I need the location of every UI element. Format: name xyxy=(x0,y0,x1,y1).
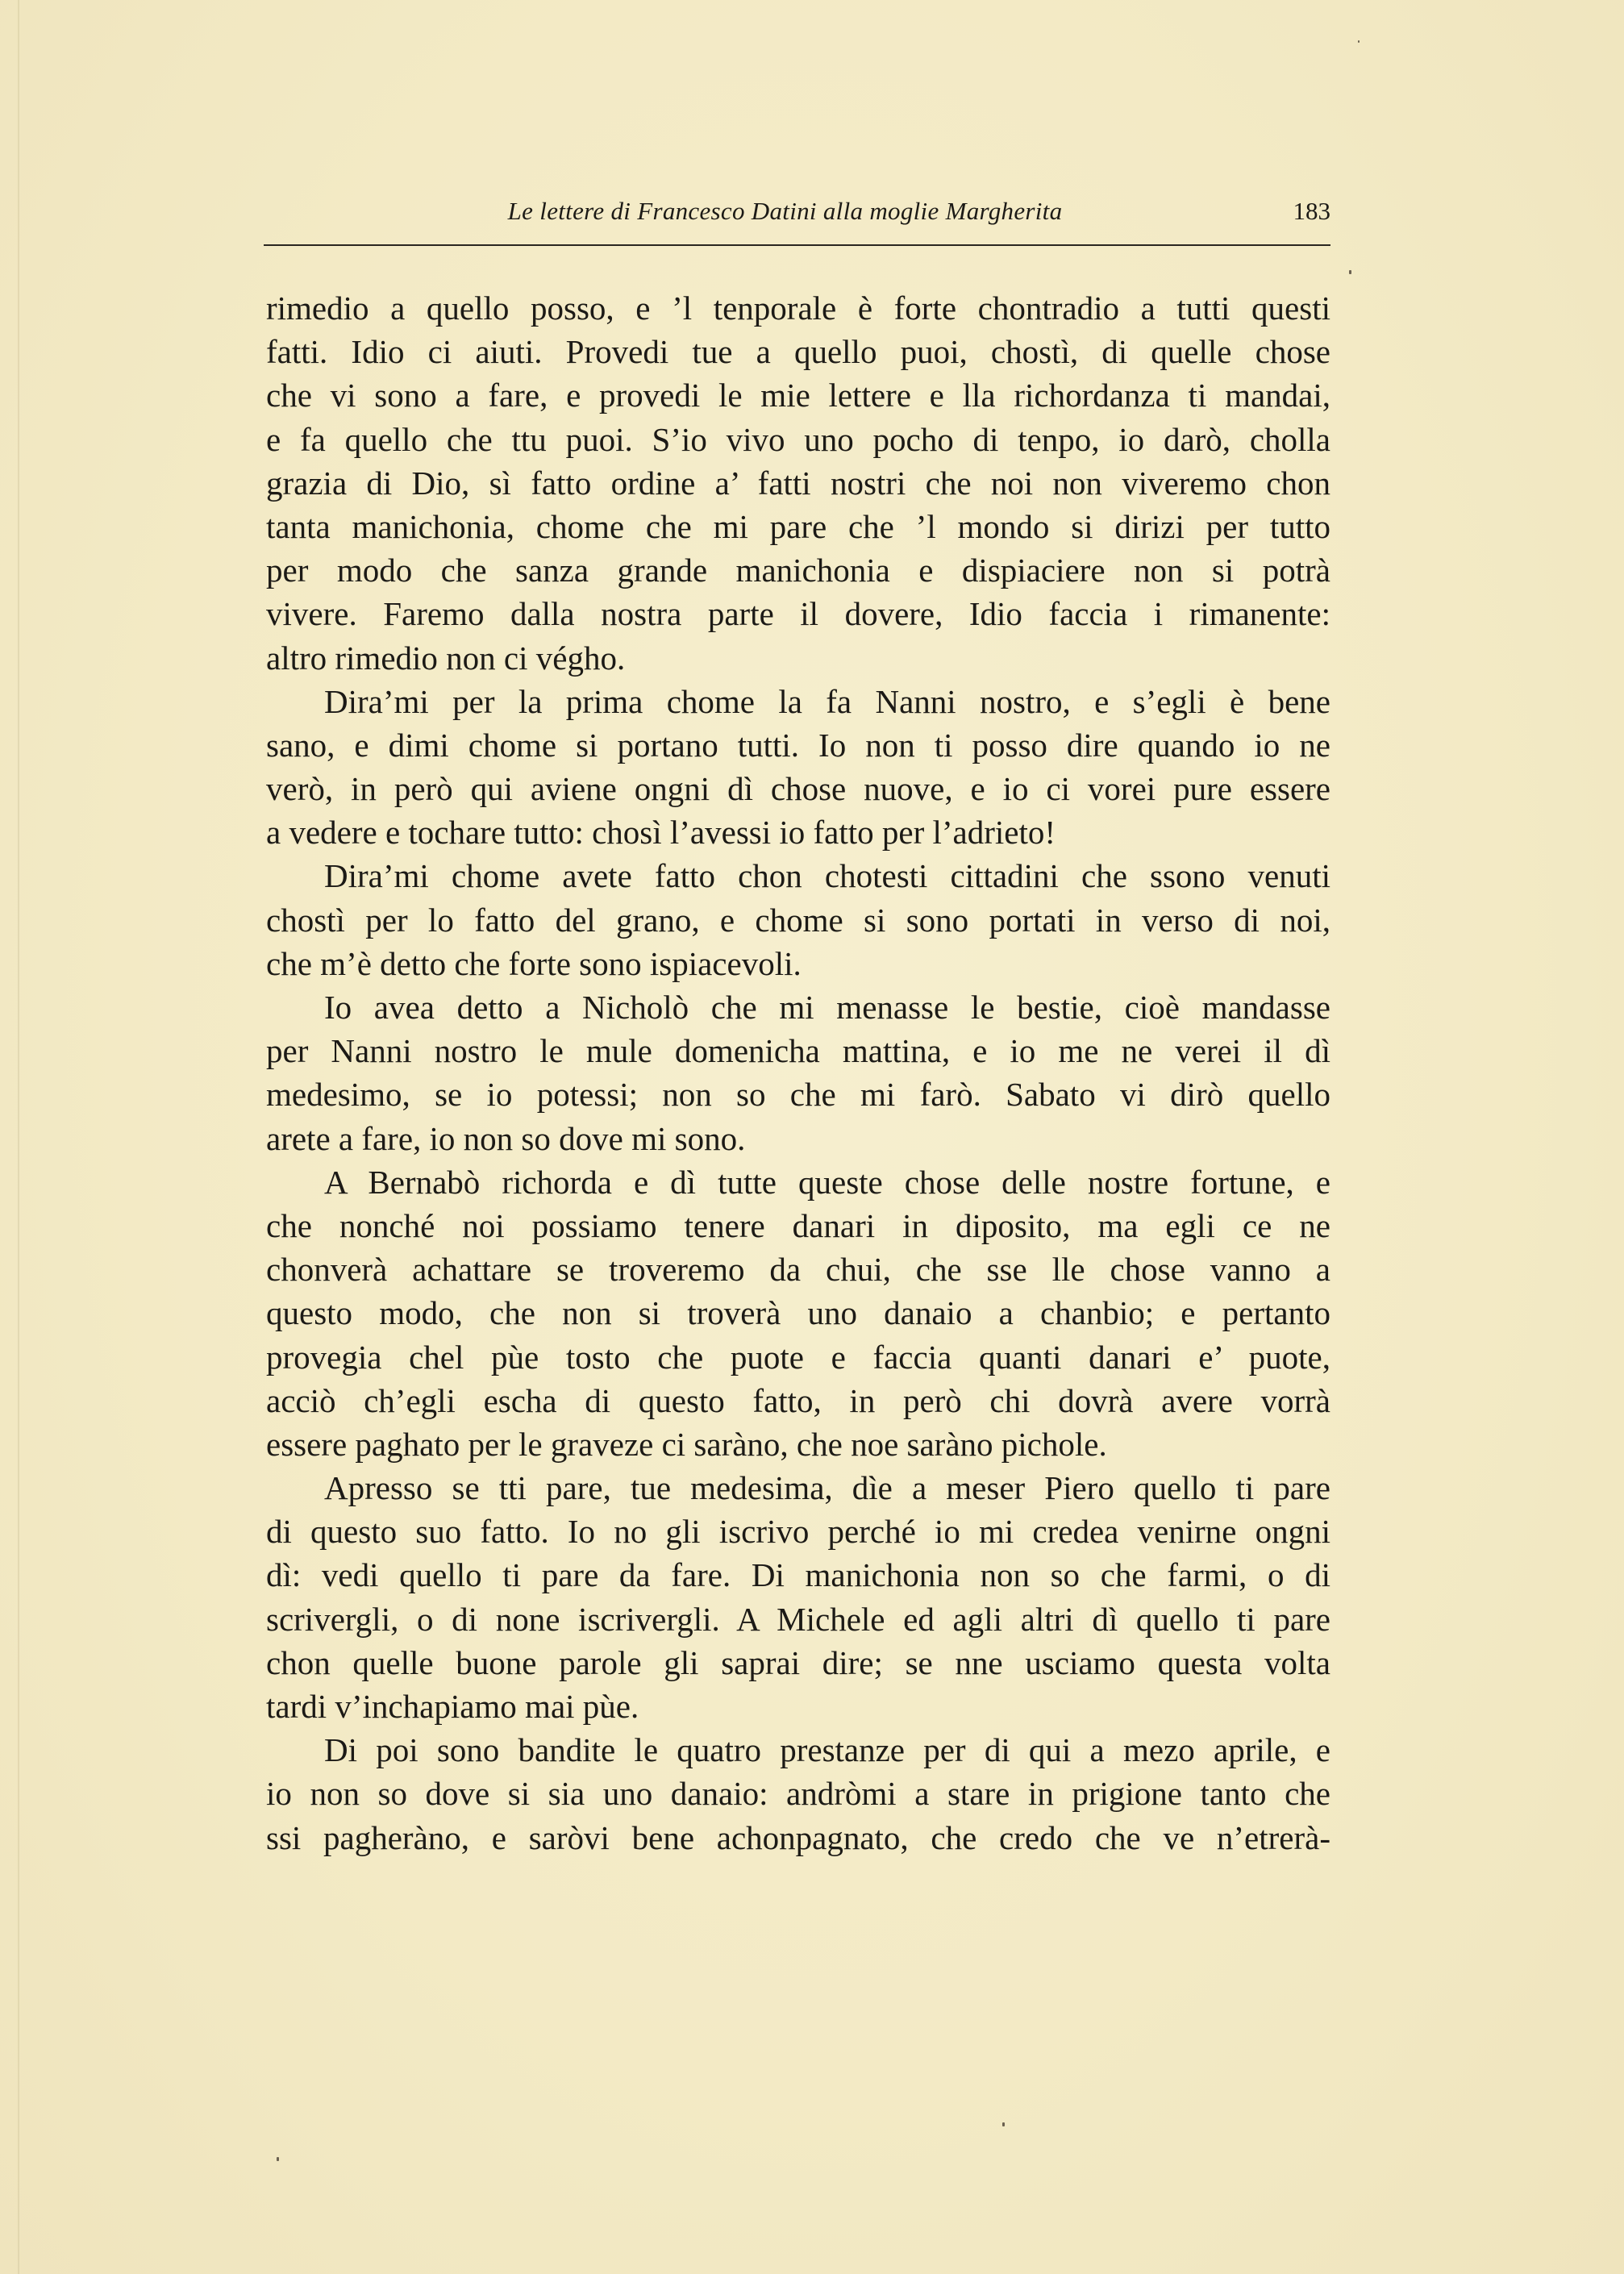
paragraph xyxy=(266,1728,1330,1860)
text-line: grazia di Dio, sì fatto ordine a’ fatti nostri che noi non viveremo chon xyxy=(266,464,1330,502)
text-line: A Bernabò richorda e dì tutte queste chose delle nostre fortune, e xyxy=(324,1163,1330,1201)
paper-speck xyxy=(1349,270,1351,274)
paragraph xyxy=(266,854,1330,985)
text-line: tanta manichonia, chome che mi pare che ’l mondo si dirizi per tutto xyxy=(266,507,1330,545)
text-line: acciò ch’egli escha di questo fatto, in però chi dovrà avere vorrà xyxy=(266,1381,1330,1419)
text-line: Io avea detto a Nicholò che mi menasse le bestie, cioè mandasse xyxy=(324,989,1330,1026)
paragraph xyxy=(266,985,1330,1160)
text-line: dì: vedi quello ti pare da fare. Di manichonia non so che farmi, o di xyxy=(266,1556,1330,1594)
text-line: rimedio a quello posso, e ’l tenporale è forte chontradio a tutti questi xyxy=(266,289,1330,327)
text-line: chostì per lo fatto del grano, e chome si sono portati in verso di noi, xyxy=(266,901,1330,939)
text-line: che m’è detto che forte sono ispiacevoli. xyxy=(266,944,802,982)
text-line: che nonché noi possiamo tenere danari in diposito, ma egli ce ne xyxy=(266,1206,1330,1244)
running-head xyxy=(264,197,1330,237)
text-line: a vedere e tochare tutto: chosì l’avessi io fatto per l’adrieto! xyxy=(266,814,1056,852)
body-text xyxy=(266,286,1330,1860)
paragraph xyxy=(266,286,1330,680)
text-line: e fa quello che ttu puoi. S’io vivo uno pocho di tenpo, io darò, cholla xyxy=(266,420,1330,458)
header-rule xyxy=(264,244,1330,246)
text-line: essere paghato per le graveze ci saràno, che noe saràno pichole. xyxy=(266,1425,1107,1463)
text-line: che vi sono a fare, e provedi le mie lettere e lla richordanza ti mandai, xyxy=(266,377,1330,414)
paragraph xyxy=(266,1466,1330,1728)
text-line: fatti. Idio ci aiuti. Provedi tue a quello puoi, chostì, di quelle chose xyxy=(266,333,1330,371)
text-line: Dira’mi chome avete fatto chon chotesti cittadini che ssono venuti xyxy=(324,857,1330,895)
paper-speck xyxy=(1002,2122,1005,2126)
text-line: per modo che sanza grande manichonia e dispiaciere non si potrà xyxy=(266,552,1330,589)
text-line: questo modo, che non si troverà uno danaio a chanbio; e pertanto xyxy=(266,1294,1330,1332)
paper-speck xyxy=(1358,40,1360,43)
running-title: Le lettere di Francesco Datini alla moglie Margherita xyxy=(507,197,1063,225)
page-fold-edge xyxy=(18,0,19,2274)
text-line: verò, in però qui aviene ongni dì chose nuove, e io ci vorei pure essere xyxy=(266,770,1330,808)
text-line: provegia chel pùe tosto che puote e faccia quanti danari e’ puote, xyxy=(266,1338,1330,1376)
paragraph xyxy=(266,680,1330,855)
text-line: Apresso se tti pare, tue medesima, dìe a meser Piero quello ti pare xyxy=(324,1469,1330,1507)
text-line: vivere. Faremo dalla nostra parte il dovere, Idio faccia i rimanente: xyxy=(266,595,1330,633)
text-line: sano, e dimi chome si portano tutti. Io non ti posso dire quando io ne xyxy=(266,726,1330,764)
text-line: Di poi sono bandite le quatro prestanze per di qui a mezo aprile, e xyxy=(324,1731,1330,1769)
text-line: tardi v’inchapiamo mai pùe. xyxy=(266,1688,639,1725)
page-number: 183 xyxy=(1293,197,1330,225)
text-line: arete a fare, io non so dove mi sono. xyxy=(266,1119,746,1157)
text-line: altro rimedio non ci végho. xyxy=(266,639,626,677)
paragraph xyxy=(266,1160,1330,1466)
text-line: per Nanni nostro le mule domenicha mattina, e io me ne verei il dì xyxy=(266,1032,1330,1070)
text-line: medesimo, se io potessi; non so che mi farò. Sabato vi dirò quello xyxy=(266,1076,1330,1114)
text-line: io non so dove si sia uno danaio: andròmi a stare in prigione tanto che xyxy=(266,1775,1330,1813)
text-line: ssi pagheràno, e saròvi bene achonpagnato, che credo che ve n’etrerà- xyxy=(266,1818,1330,1856)
text-line: di questo suo fatto. Io no gli iscrivo perché io mi credea venirne ongni xyxy=(266,1513,1330,1551)
text-line: scrivergli, o di none iscrivergli. A Michele ed agli altri dì quello ti pare xyxy=(266,1600,1330,1638)
paper-speck xyxy=(277,2157,279,2161)
text-line: Dira’mi per la prima chome la fa Nanni nostro, e s’egli è bene xyxy=(324,682,1330,720)
text-line: chon quelle buone parole gli saprai dire; se nne usciamo questa volta xyxy=(266,1643,1330,1681)
text-line: chonverà achattare se troveremo da chui, che sse lle chose vanno a xyxy=(266,1251,1330,1289)
